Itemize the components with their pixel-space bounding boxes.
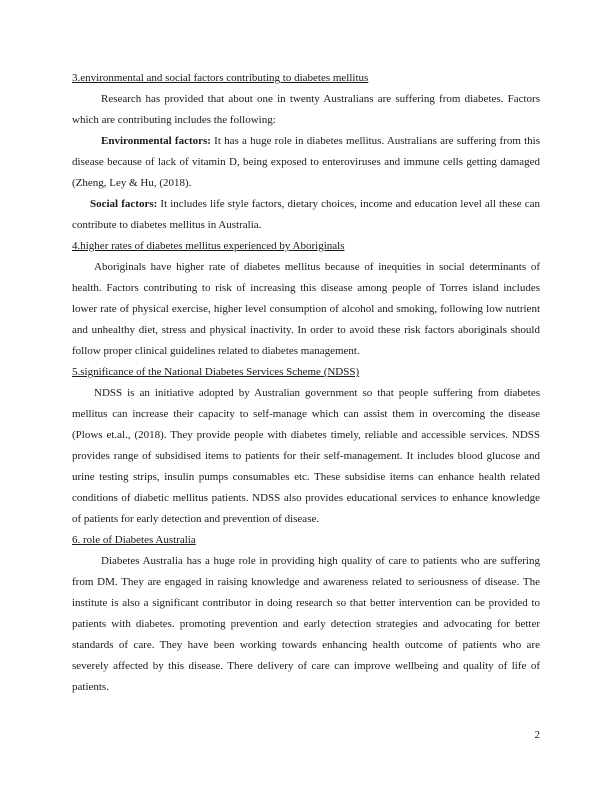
social-factors-paragraph — [72, 194, 540, 236]
social-factors-label: Social factors: — [90, 198, 158, 210]
section-3-heading: 3.environmental and social factors contributing to diabetes mellitus — [72, 72, 369, 84]
section-4-heading: 4.higher rates of diabetes mellitus experienced by Aboriginals — [72, 240, 345, 252]
environmental-factors-text: It has a huge role in diabetes mellitus. Australians are suffering from this disease because of lack of vitamin D, being exposed to enteroviruses and immune cells getting damaged (Zheng, Ley & Hu, (2018). — [72, 135, 540, 189]
environmental-factors-label: Environmental factors: — [101, 135, 211, 147]
page-number: 2 — [534, 729, 540, 741]
social-factors-text: It includes life style factors, dietary choices, income and education level all these can contribute to diabetes mellitus in Australia. — [72, 198, 540, 231]
document-page — [72, 68, 540, 698]
section-4-body: Aboriginals have higher rate of diabetes mellitus because of inequities in social determinants of health. Factors contributing to risk of increasing this disease among people of Torres island includes lower rate of physical exercise, higher level consumption of alcohol and smoking, following low nutrient and unhealthy diet, stress and physical inactivity. In order to avoid these risk factors aboriginals should follow proper clinical guidelines related to diabetes management. — [72, 261, 540, 357]
section-6-heading: 6. role of Diabetes Australia — [72, 534, 196, 546]
section-5-heading: 5.significance of the National Diabetes Services Scheme (NDSS) — [72, 366, 360, 378]
section-3-intro: Research has provided that about one in twenty Australians are suffering from diabetes. Factors which are contributing includes the following: — [72, 93, 540, 126]
environmental-factors-paragraph — [72, 131, 540, 194]
section-5-body: NDSS is an initiative adopted by Australian government so that people suffering from diabetes mellitus can increase their capacity to self-manage which can assist them in overcoming the disease (Plows et.al., (2018). They provide people with diabetes timely, reliable and accessible services. NDSS provides range of subsidised items to patients for their self-management. It includes blood glucose and urine testing strips, insulin pumps consumables etc. These subsidise items can enhance health related conditions of diabetic mellitus patients. NDSS also provides educational services to enhance knowledge of patients for early detection and prevention of disease. — [72, 387, 540, 525]
section-6-body: Diabetes Australia has a huge role in providing high quality of care to patients who are suffering from DM. They are engaged in raising knowledge and awareness related to seriousness of disease. The institute is also a significant contributor in doing research so that better intervention can be provided to patients with diabetes. promoting prevention and early detection strategies and advocating for better standards of care. They have been working towards enhancing health outcome of patients who are severely affected by this disease. There delivery of care can improve wellbeing and quality of life of patients. — [72, 555, 540, 693]
